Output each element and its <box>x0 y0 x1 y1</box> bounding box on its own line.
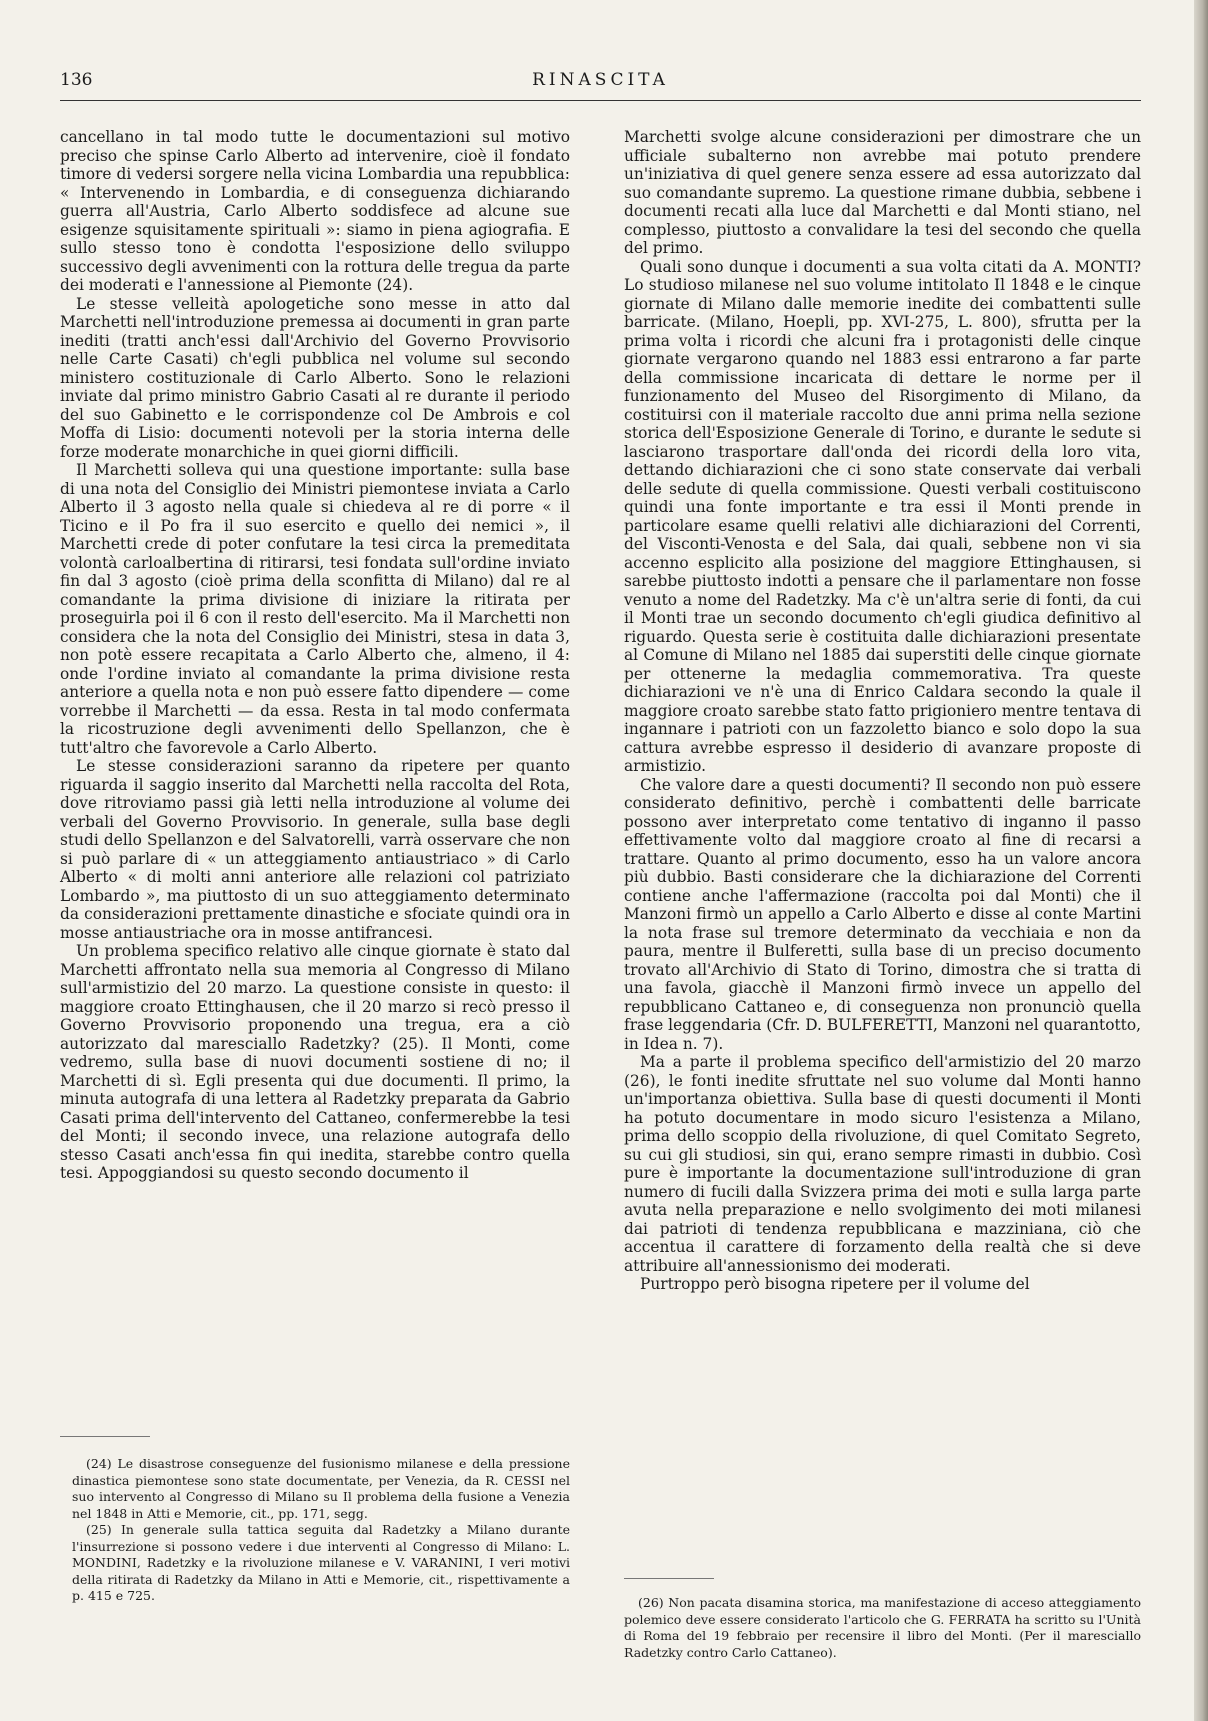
header-rule <box>60 100 1141 101</box>
page-header <box>60 70 1141 96</box>
left-paragraph-2: Le stesse velleità apologetiche sono messe in atto dal Marchetti nell'introduzione premessa ai documenti in gran parte inediti (tratti anch'essi dall'Archivio del Governo Provvisorio nelle Carte Casati) ch'egli pubblica nel volume sul secondo ministero costituzionale di Carlo Alberto. Sono le relazioni inviate dal primo ministro Gabrio Casati al re durante il periodo del suo Gabinetto e le corrispondenze col De Ambrois e col Moffa di Lisio: documenti notevoli per la storia interna delle forze moderate monarchiche in quei giorni difficili. <box>60 294 570 461</box>
left-paragraph-1: cancellano in tal modo tutte le documentazioni sul motivo preciso che spinse Carlo Alberto ad intervenire, cioè il fondato timore di vedersi sorgere nella vicina Lombardia una repubblica: « Intervenendo in Lombardia, e di conseguenza dichiarando guerra all'Austria, Carlo Alberto soddisfece ad alcune sue esigenze squisitamente spirituali »: siamo in piena agiografia. E sullo stesso tono è condotta l'esposizione dello sviluppo successivo degli avvenimenti con la rottura delle tregua da parte dei moderati e l'annessione al Piemonte (24). <box>60 128 570 294</box>
left-paragraph-3: Il Marchetti solleva qui una questione importante: sulla base di una nota del Consiglio dei Ministri piemontese inviata a Carlo Alberto il 3 agosto nella quale si chiedeva al re di porre « il Ticino e il Po fra il suo esercito e quello dei nemici », il Marchetti crede di poter confutare la tesi circa la premeditata volontà carloalbertina di ritirarsi, tesi fondata sull'ordine inviato fin dal 3 agosto (cioè prima della sconfitta di Milano) dal re al comandante la prima divisione di iniziare la ritirata per proseguirla poi il 6 con il resto dell'esercito. Ma il Marchetti non considera che la nota del Consiglio dei Ministri, stesa in data 3, non potè essere recapitata a Carlo Alberto che, almeno, il 4: onde l'ordine inviato al comandante la prima divisione resta anteriore a quella nota e non può essere fatto dipendere — come vorrebbe il Marchetti — da essa. Resta in tal modo confermata la ricostruzione degli avvenimenti dello Spellanzon, che è tutt'altro che favorevole a Carlo Alberto. <box>60 461 570 757</box>
footnote-25: (25) In generale sulla tattica seguita dal Radetzky a Milano durante l'insurrezione si possono vedere i due interventi al Congresso di Milano: L. MONDINI, Radetzky e la rivoluzione milanese e V. VARANINI, I veri motivi della ritirata di Radetzky da Milano in Atti e Memorie, cit., rispettivamente a p. 415 e 725. <box>72 1522 570 1603</box>
running-title: RINASCITA <box>532 70 669 90</box>
footnote-24: (24) Le disastrose conseguenze del fusionismo milanese e della pressione dinastica piemontese sono state documentate, per Venezia, da R. CESSI nel suo intervento al Congresso di Milano su Il problema della fusione a Venezia nel 1848 in Atti e Memorie, cit., pp. 171, segg. <box>72 1456 570 1521</box>
left-paragraph-5: Un problema specifico relativo alle cinque giornate è stato dal Marchetti affrontato nella sua memoria al Congresso di Milano sull'armistizio del 20 marzo. La questione consiste in questo: il maggiore croato Ettinghausen, che il 20 marzo si recò presso il Governo Provvisorio proponendo una tregua, era a ciò autorizzato dal maresciallo Radetzky? (25). Il Monti, come vedremo, sulla base di nuovi documenti sostiene di no; il Marchetti di sì. Egli presenta qui due documenti. Il primo, la minuta autografa di una lettera al Radetzky preparata da Gabrio Casati prima dell'intervento del Cattaneo, confermerebbe la tesi del Monti; il secondo invece, una relazione autografa dello stesso Casati anch'essa fin qui inedita, starebbe contro quella tesi. Appoggiandosi su questo secondo documento il <box>60 942 570 1182</box>
footnotes-right <box>624 1595 1141 1661</box>
footnote-separator-right <box>624 1578 714 1579</box>
left-paragraph-4: Le stesse considerazioni saranno da ripetere per quanto riguarda il saggio inserito dal Marchetti nella raccolta del Rota, dove ritroviamo passi già letti nella introduzione al volume dei verbali del Governo Provvisorio. In generale, sulla base degli studi dello Spellanzon e del Salvatorelli, varrà osservare che non si può parlare di « un atteggiamento antiaustriaco » di Carlo Alberto « di molti anni anteriore alle relazioni col patriziato Lombardo », ma piuttosto di un suo atteggiamento determinato da considerazioni prettamente dinastiche e sfociate quindi ora in mosse antiaustriache ora in mosse antifrancesi. <box>60 757 570 942</box>
page-edge-shadow <box>1194 0 1208 1721</box>
left-column <box>60 128 570 1183</box>
footnote-separator-left <box>60 1436 150 1437</box>
right-paragraph-2: Quali sono dunque i documenti a sua volta citati da A. MONTI? Lo studioso milanese nel suo volume intitolato Il 1848 e le cinque giornate di Milano dalle memorie inedite dei combattenti sulle barricate. (Milano, Hoepli, pp. XVI-275, L. 800), sfrutta per la prima volta i ricordi che alcuni fra i protagonisti delle cinque giornate vergarono quando nel 1883 essi entrarono a far parte della commissione incaricata di dettare le norme per il funzionamento del Museo del Risorgimento di Milano, da costituirsi con il materiale raccolto due anni prima nella sezione storica dell'Esposizione Generale di Torino, e durante le sedute si lasciarono trasportare dall'onda dei ricordi della loro vita, dettando dichiarazioni che ci sono state conservate dai verbali delle sedute di quella commissione. Questi verbali costituiscono quindi una fonte importante e tra essi il Monti prende in particolare esame quelli relativi alle dichiarazioni del Correnti, del Visconti-Venosta e del Sala, dai quali, sebbene non vi sia accenno esplicito alla posizione del maggiore Ettinghausen, si sarebbe piuttosto indotti a pensare che il parlamentare non fosse venuto a nome del Radetzky. Ma c'è un'altra serie di fonti, da cui il Monti trae un secondo documento ch'egli giudica definitivo al riguardo. Questa serie è costituita dalle dichiarazioni presentate al Comune di Milano nel 1885 dai superstiti delle cinque giornate per ottenerne la medaglia commemorativa. Tra queste dichiarazioni ve n'è una di Enrico Caldara secondo la quale il maggiore croato sarebbe stato fatto prigioniero mentre tentava di ingannare i patrioti con un fazzoletto bianco e solo dopo la sua cattura avrebbe espresso il desiderio di avanzare proposte di armistizio. <box>624 257 1141 775</box>
right-paragraph-1: Marchetti svolge alcune considerazioni per dimostrare che un ufficiale subalterno non avrebbe mai potuto prendere un'iniziativa di quel genere senza essere ad essa autorizzato dal suo comandante supremo. La questione rimane dubbia, sebbene i documenti recati alla luce dal Marchetti e dal Monti stiano, nel complesso, piuttosto a convalidare la tesi del secondo che quella del primo. <box>624 128 1141 257</box>
right-paragraph-3: Che valore dare a questi documenti? Il secondo non può essere considerato definitivo, perchè i combattenti delle barricate possono aver interpretato come tentativo di inganno il passo effettivamente volto dal maggiore croato al fine di recarsi a trattare. Quanto al primo documento, esso ha un valore ancora più dubbio. Basti considerare che la dichiarazione del Correnti contiene anche l'affermazione (raccolta poi dal Monti) che il Manzoni firmò un appello a Carlo Alberto e disse al conte Martini la nota frase sul tremore determinato da vecchiaia e non da paura, mentre il Bulferetti, sulla base di un preciso documento trovato all'Archivio di Stato di Torino, dimostra che si tratta di una favola, giacchè il Manzoni firmò invece un appello del repubblicano Cattaneo e, di conseguenza non pronunciò quella frase leggendaria (Cfr. D. BULFERETTI, Manzoni nel quarantotto, in Idea n. 7). <box>624 775 1141 1053</box>
footnote-26: (26) Non pacata disamina storica, ma manifestazione di acceso atteggiamento polemico deve essere considerato l'articolo che G. FERRATA ha scritto su l'Unità di Roma del 19 febbraio per recensire il libro del Monti. (Per il maresciallo Radetzky contro Carlo Cattaneo). <box>624 1595 1141 1660</box>
right-paragraph-5: Purtroppo però bisogna ripetere per il volume del <box>640 1275 1030 1293</box>
footnotes-left <box>72 1456 570 1605</box>
page-number: 136 <box>60 70 93 90</box>
right-paragraph-4: Ma a parte il problema specifico dell'armistizio del 20 marzo (26), le fonti inedite sfruttate nel suo volume dal Monti hanno un'importanza obiettiva. Sulla base di questi documenti il Monti ha potuto documentare in modo sicuro l'esistenza a Milano, prima dello scoppio della rivoluzione, di quel Comitato Segreto, su cui gli studiosi, sin qui, erano sempre rimasti in dubbio. Così pure è importante la documentazione sull'introduzione di gran numero di fucili dalla Svizzera prima dei moti e sulla larga parte avuta nella preparazione e nello svolgimento dei moti milanesi dai patrioti di tendenza repubblicana e mazziniana, ciò che accentua il carattere di forzamento della realtà che si deve attribuire all'annessionismo dei moderati. <box>624 1053 1141 1275</box>
right-column <box>624 128 1141 1294</box>
